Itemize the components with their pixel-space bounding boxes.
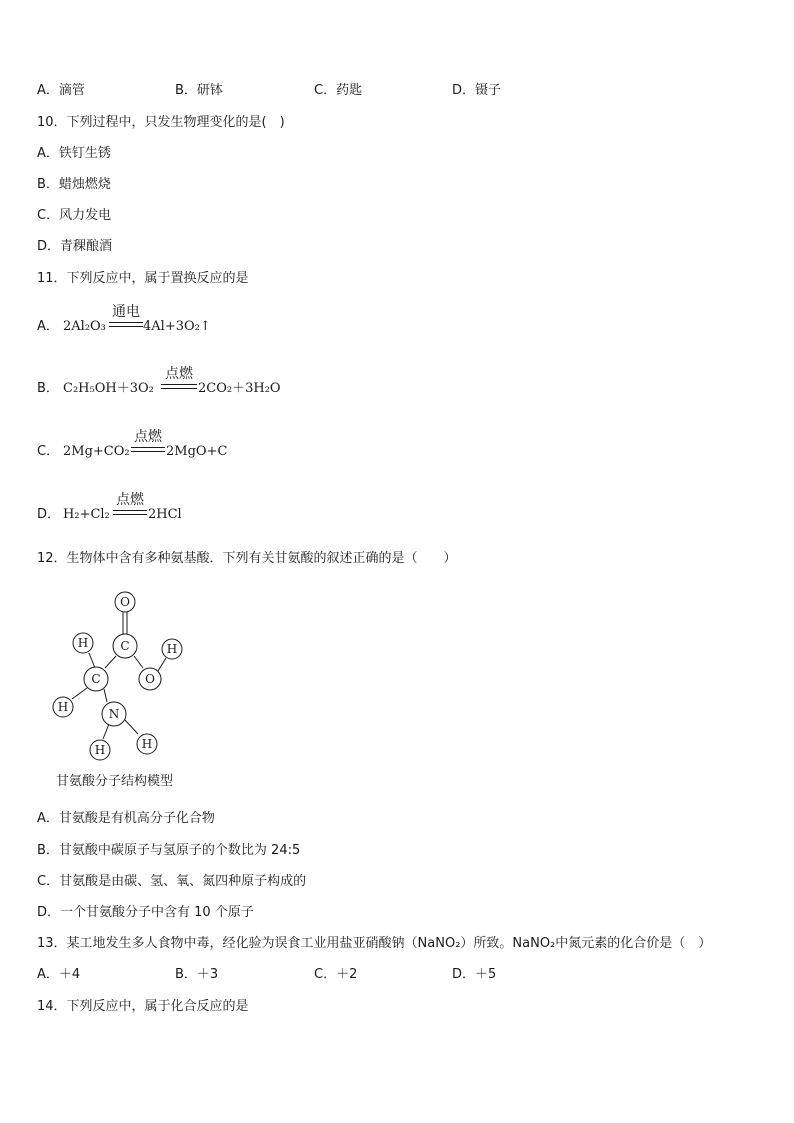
q11-stem: 11．下列反应中，属于置换反应的是 [37, 271, 249, 286]
q11-option-a-rhs: 4Al+3O₂↑ [143, 319, 211, 334]
q11-option-d-condition: 点燃 [116, 492, 144, 508]
q11-option-c-equals [131, 447, 165, 452]
bond-n-h-1 [103, 724, 109, 739]
q10-option-c[interactable]: C．风力发电 [37, 208, 112, 223]
q9-option-a[interactable]: A．滴管 [37, 83, 85, 98]
atom-label: H [94, 743, 106, 757]
q11-option-c-label: C． [37, 444, 60, 459]
q11-option-d-label: D． [37, 507, 61, 522]
q11-option-c[interactable] [37, 421, 337, 461]
q11-option-a[interactable] [37, 296, 337, 336]
q11-option-a-label: A． [37, 319, 59, 334]
q12-option-c[interactable]: C．甘氨酸是由碳、氢、氧、氮四种原子构成的 [37, 874, 307, 889]
q11-option-b-equals [161, 384, 197, 389]
q10-stem: 10．下列过程中，只发生物理变化的是( ) [37, 115, 285, 130]
q10-option-b[interactable]: B．蜡烛燃烧 [37, 177, 111, 192]
bond-c-h [72, 688, 87, 699]
q13-option-c[interactable]: C．＋2 [314, 967, 358, 982]
q11-option-c-condition: 点燃 [134, 429, 162, 445]
atom-label: H [141, 737, 153, 751]
q11-option-b-rhs: 2CO₂＋3H₂O [198, 381, 281, 396]
q10-option-d[interactable]: D．青稞酿酒 [37, 239, 113, 254]
atom-label: O [120, 595, 130, 609]
glycine-molecule-diagram [50, 588, 200, 768]
atom-label: C [91, 672, 101, 686]
q14-stem: 14．下列反应中，属于化合反应的是 [37, 999, 249, 1014]
q11-option-c-rhs: 2MgO+C [166, 444, 228, 459]
atom-label: C [120, 639, 130, 653]
q9-option-b[interactable]: B．研钵 [175, 83, 223, 98]
q11-option-a-condition: 通电 [112, 304, 140, 320]
bond-c-c [105, 656, 116, 668]
bond-c-n [104, 689, 107, 702]
q11-option-b-label: B． [37, 381, 59, 396]
bond-c-o [134, 656, 143, 668]
q11-option-b-condition: 点燃 [165, 366, 193, 382]
q11-option-d[interactable] [37, 484, 337, 524]
atom-label: O [145, 672, 155, 686]
q12-option-a[interactable]: A．甘氨酸是有机高分子化合物 [37, 811, 215, 826]
atom-label: N [108, 707, 120, 721]
q10-option-a[interactable]: A．铁钉生锈 [37, 146, 111, 161]
q11-option-c-lhs: 2Mg+CO₂ [63, 444, 130, 459]
q11-option-a-lhs: 2Al₂O₃ [63, 319, 106, 334]
bond-n-h-2 [125, 720, 138, 734]
q11-option-b-lhs: C₂H₅OH＋3O₂ [63, 381, 154, 396]
q11-option-d-lhs: H₂+Cl₂ [63, 507, 110, 522]
q9-option-c[interactable]: C．药匙 [314, 83, 363, 98]
q13-option-b[interactable]: B．＋3 [175, 967, 219, 982]
bond-h-c [89, 653, 95, 668]
q13-option-d[interactable]: D．＋5 [452, 967, 497, 982]
bond-o-h [158, 658, 166, 671]
q11-option-b[interactable] [37, 358, 357, 398]
q9-option-d[interactable]: D．镊子 [452, 83, 502, 98]
figure-caption: 甘氨酸分子结构模型 [56, 774, 174, 789]
q13-stem: 13．某工地发生多人食物中毒，经化验为误食工业用盐亚硝酸钠（NaNO₂）所致。NaNO₂中氮元素的化合价是（ ） [37, 936, 712, 951]
atom-label: H [166, 642, 178, 656]
atom-label: H [57, 700, 69, 714]
q11-option-a-equals [109, 322, 143, 327]
q13-option-a[interactable]: A．＋4 [37, 967, 81, 982]
q11-option-d-rhs: 2HCl [148, 507, 182, 522]
q11-option-d-equals [113, 510, 147, 515]
q12-option-d[interactable]: D．一个甘氨酸分子中含有 10 个原子 [37, 905, 254, 920]
atom-label: H [77, 636, 89, 650]
q12-stem: 12．生物体中含有多种氨基酸．下列有关甘氨酸的叙述正确的是（ ） [37, 551, 457, 566]
q12-option-b[interactable]: B．甘氨酸中碳原子与氢原子的个数比为 24:5 [37, 843, 301, 858]
